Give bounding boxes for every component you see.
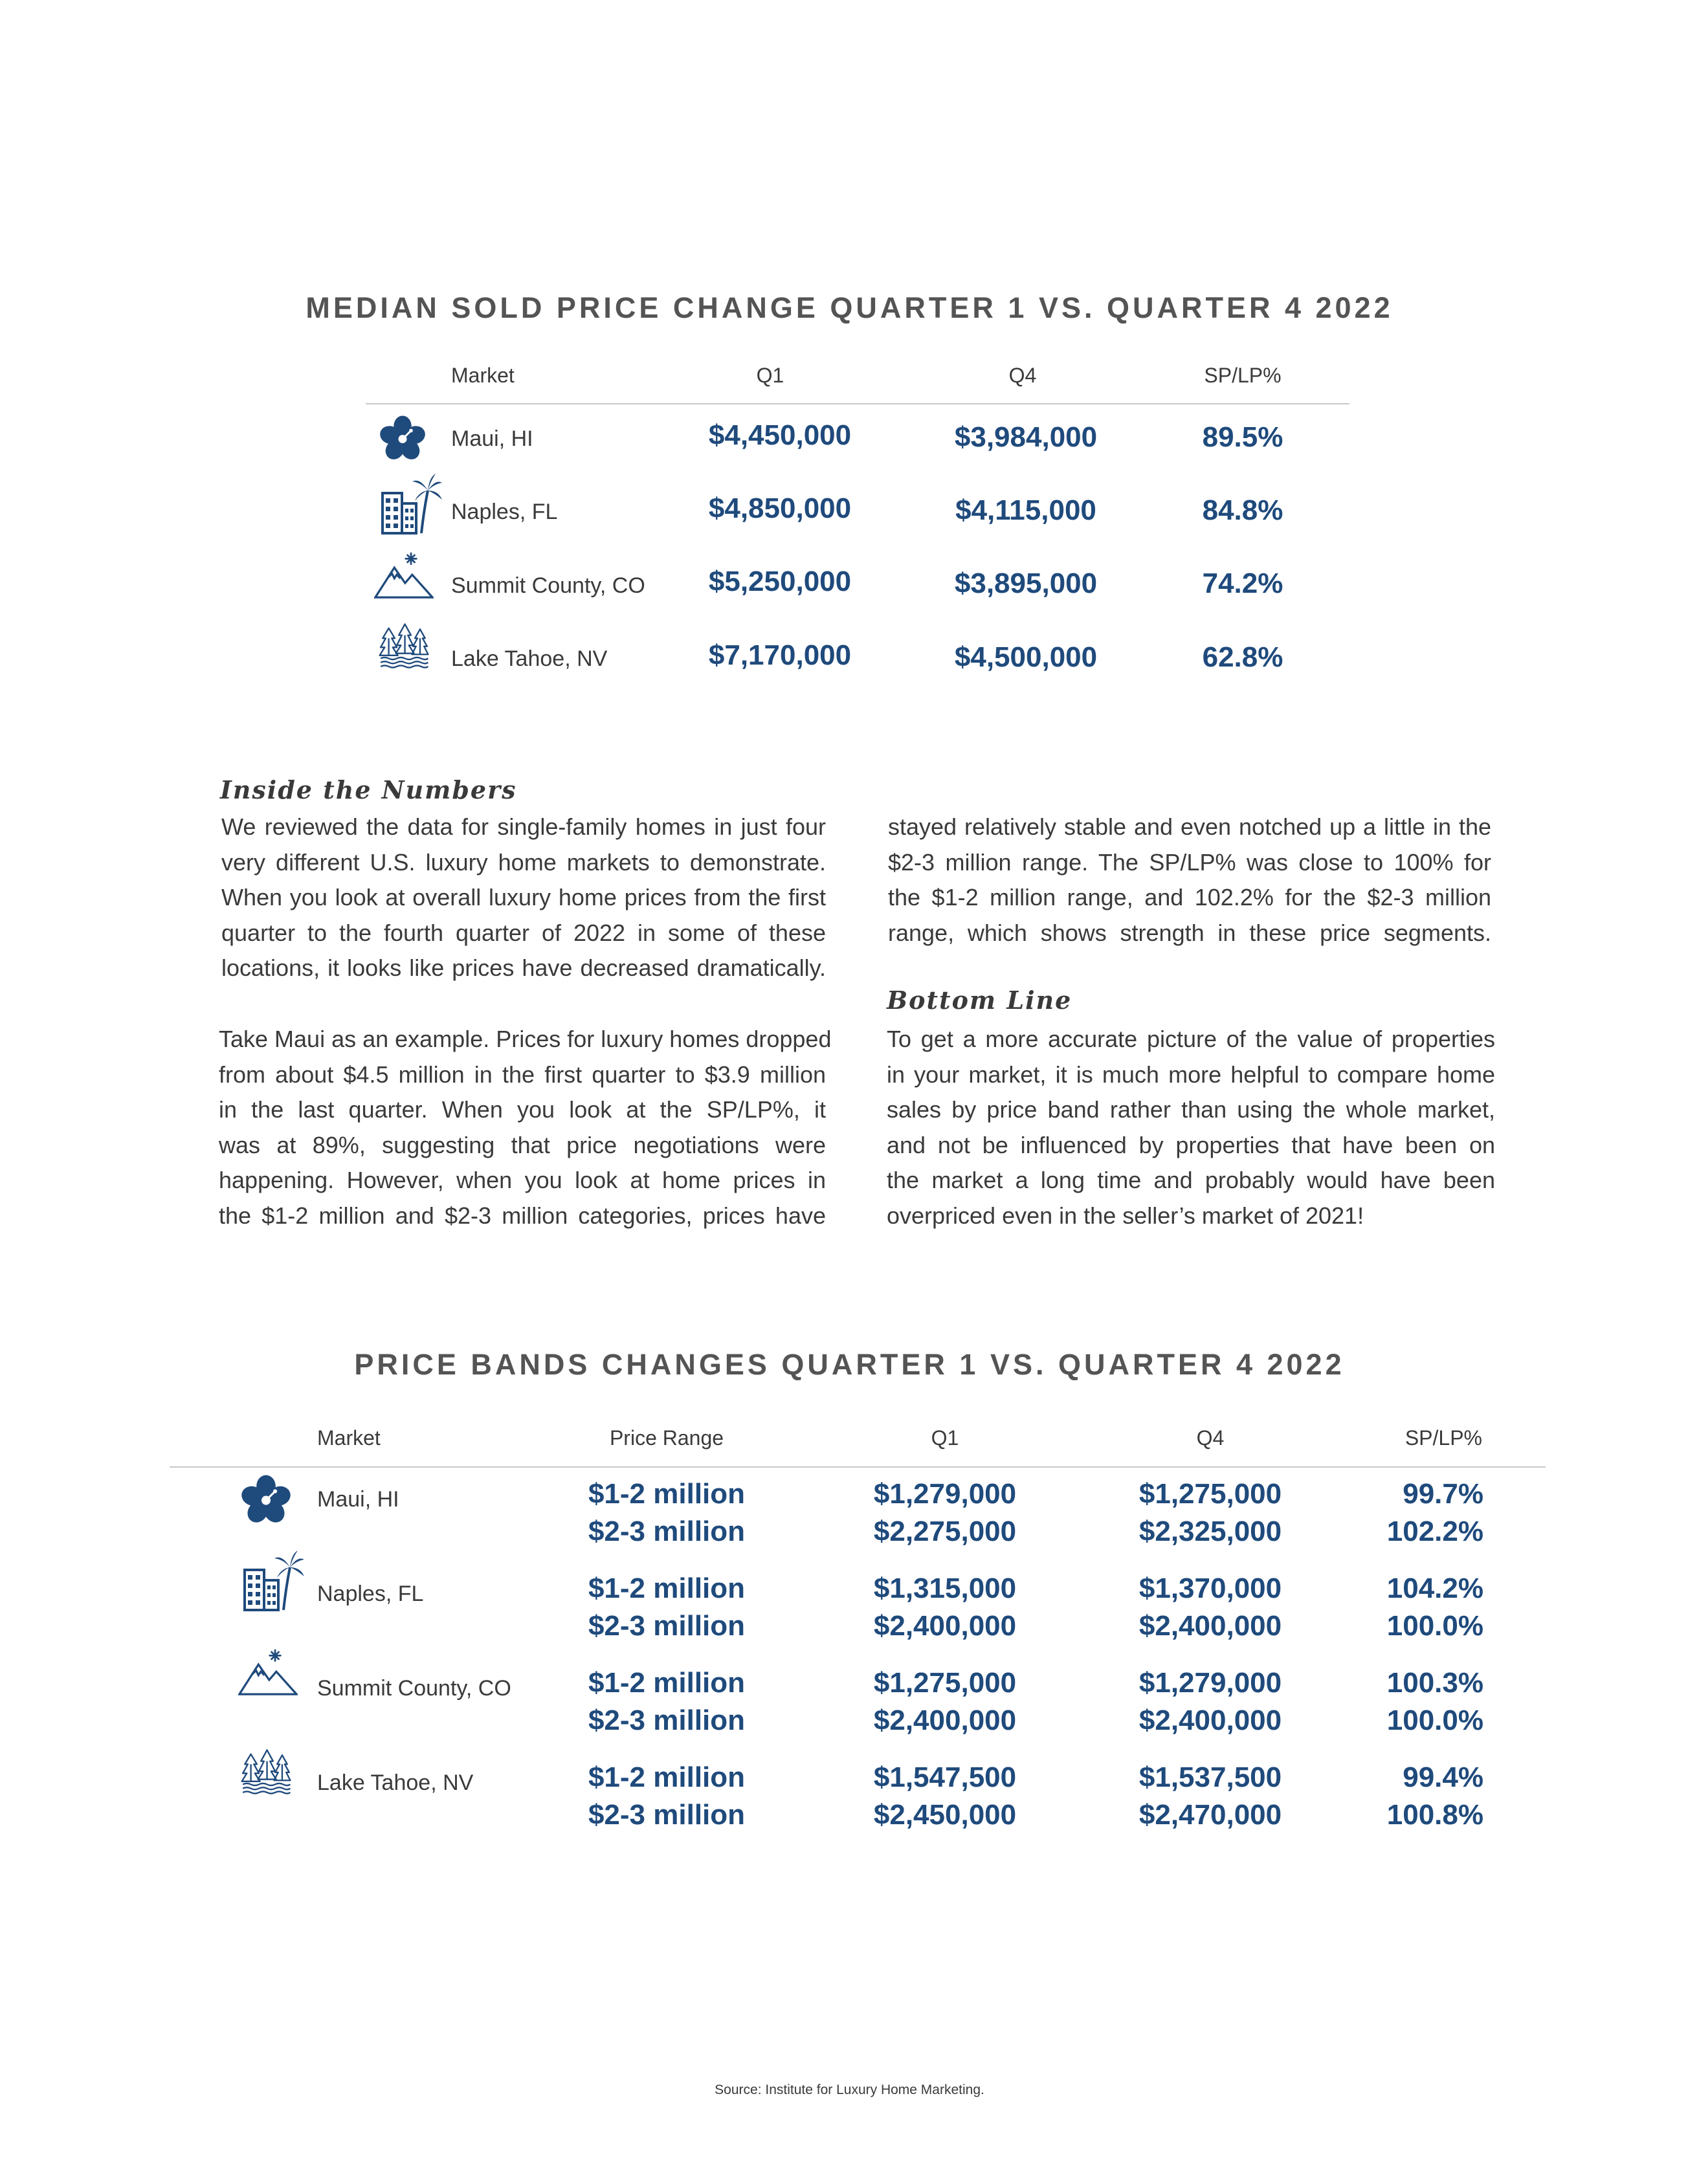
text-line: When you look at overall luxury home prices from the first bbox=[221, 884, 826, 910]
table2-splp: 100.0% bbox=[1386, 1704, 1483, 1736]
table1-market: Naples, FL bbox=[451, 500, 558, 524]
table2-q4: $1,537,500 bbox=[1138, 1761, 1282, 1793]
table1-splp: 89.5% bbox=[1202, 421, 1283, 453]
table1-q4: $4,500,000 bbox=[954, 641, 1098, 673]
table1-market: Maui, HI bbox=[451, 426, 533, 451]
table2-market: Maui, HI bbox=[317, 1487, 399, 1512]
table2-q4: $1,370,000 bbox=[1138, 1572, 1282, 1604]
table2-title: PRICE BANDS CHANGES QUARTER 1 VS. QUARTER 4 2022 bbox=[354, 1348, 1345, 1381]
table1-header-market: Market bbox=[451, 364, 515, 387]
text-line: in the last quarter. When you look at the SP/LP%, it bbox=[219, 1096, 826, 1123]
table1-splp: 62.8% bbox=[1202, 641, 1283, 673]
mountain-snow-icon bbox=[238, 1649, 298, 1697]
table2-splp: 99.7% bbox=[1403, 1478, 1483, 1510]
article-left-paragraph-2 bbox=[219, 1022, 832, 1233]
table2-splp: 99.4% bbox=[1403, 1761, 1483, 1793]
table2-q1: $1,279,000 bbox=[873, 1478, 1017, 1510]
text-line: from about $4.5 million in the first quarter to $3.9 million bbox=[219, 1061, 826, 1088]
text-line: To get a more accurate picture of the value of properties bbox=[887, 1026, 1495, 1052]
table1-header-rule bbox=[366, 403, 1349, 404]
bottom-line-heading: Bottom Line bbox=[887, 986, 1072, 1015]
text-line: happening. However, when you look at home prices in bbox=[219, 1167, 826, 1193]
table2-q1: $2,275,000 bbox=[873, 1516, 1017, 1547]
buildings-palm-icon bbox=[379, 471, 443, 536]
table2-range: $1-2 million bbox=[588, 1572, 746, 1604]
table2-splp: 100.3% bbox=[1386, 1667, 1483, 1699]
table1-q4: $3,895,000 bbox=[954, 568, 1098, 599]
table1-splp: 84.8% bbox=[1202, 494, 1283, 526]
text-line: the $1-2 million range, and 102.2% for the $2-3 million bbox=[888, 884, 1491, 910]
table2-header-range: Price Range bbox=[609, 1426, 724, 1450]
table2-q4: $1,275,000 bbox=[1138, 1478, 1282, 1510]
table2-range: $2-3 million bbox=[588, 1799, 746, 1831]
text-line: in your market, it is much more helpful to compare home bbox=[887, 1061, 1495, 1088]
text-line: quarter to the fourth quarter of 2022 in some of these bbox=[221, 919, 826, 946]
table1-market: Summit County, CO bbox=[451, 573, 645, 598]
table1-header-q4: Q4 bbox=[1008, 364, 1037, 387]
hibiscus-icon bbox=[379, 415, 426, 461]
table2-q1: $2,400,000 bbox=[873, 1610, 1017, 1642]
text-line: was at 89%, suggesting that price negotiations were bbox=[219, 1131, 826, 1158]
text-line: Take Maui as an example. Prices for luxury homes dropped bbox=[219, 1026, 832, 1052]
table2-q1: $1,275,000 bbox=[873, 1667, 1017, 1699]
text-line: locations, it looks like prices have decreased dramatically. bbox=[221, 954, 826, 981]
table2-splp: 102.2% bbox=[1386, 1516, 1483, 1547]
table1-market: Lake Tahoe, NV bbox=[451, 646, 608, 671]
pine-trees-lake-icon bbox=[241, 1748, 291, 1795]
table2-header-splp: SP/LP% bbox=[1405, 1426, 1482, 1450]
table2-header-q4: Q4 bbox=[1196, 1426, 1225, 1450]
text-line: the market a long time and probably would have been bbox=[887, 1167, 1495, 1193]
mountain-snow-icon bbox=[374, 552, 434, 600]
table2-range: $2-3 million bbox=[588, 1610, 746, 1642]
table2-market: Lake Tahoe, NV bbox=[317, 1770, 474, 1795]
table1-splp: 74.2% bbox=[1202, 568, 1283, 599]
table2-q4: $2,400,000 bbox=[1138, 1610, 1282, 1642]
table2-q4: $2,325,000 bbox=[1138, 1516, 1282, 1547]
table2-q1: $1,547,500 bbox=[873, 1761, 1017, 1793]
table2-q4: $2,470,000 bbox=[1138, 1799, 1282, 1831]
text-line: very different U.S. luxury home markets to demonstrate. bbox=[221, 848, 826, 876]
text-line: the $1-2 million and $2-3 million categories, prices have bbox=[219, 1202, 826, 1229]
table2-range: $2-3 million bbox=[588, 1516, 746, 1547]
table2-splp: 100.8% bbox=[1386, 1799, 1483, 1831]
text-line: $2-3 million range. The SP/LP% was close to 100% for bbox=[888, 848, 1491, 876]
table2-q1: $2,450,000 bbox=[873, 1799, 1017, 1831]
table1-header-splp: SP/LP% bbox=[1204, 364, 1282, 387]
hibiscus-icon bbox=[241, 1474, 291, 1525]
table2-splp: 100.0% bbox=[1386, 1610, 1483, 1642]
text-line: stayed relatively stable and even notched up a little in the bbox=[888, 813, 1491, 840]
table2-q4: $2,400,000 bbox=[1138, 1704, 1282, 1736]
table1-title: MEDIAN SOLD PRICE CHANGE QUARTER 1 VS. QUARTER 4 2022 bbox=[305, 291, 1394, 324]
buildings-palm-icon bbox=[241, 1548, 305, 1613]
text-line: We reviewed the data for single-family homes in just four bbox=[221, 813, 826, 840]
table1-q4: $4,115,000 bbox=[955, 494, 1096, 526]
table2-q1: $2,400,000 bbox=[873, 1704, 1017, 1736]
table2-range: $1-2 million bbox=[588, 1761, 746, 1793]
table2-header-market: Market bbox=[317, 1426, 381, 1450]
table2-q1: $1,315,000 bbox=[873, 1572, 1017, 1604]
table2-q4: $1,279,000 bbox=[1138, 1667, 1282, 1699]
text-line: sales by price band rather than using the whole market, bbox=[887, 1096, 1495, 1123]
table2-splp: 104.2% bbox=[1386, 1572, 1483, 1604]
inside-the-numbers-heading: Inside the Numbers bbox=[220, 775, 517, 804]
table2-range: $1-2 million bbox=[588, 1478, 746, 1510]
article-left-paragraph-1 bbox=[221, 810, 826, 986]
table2-header-q1: Q1 bbox=[931, 1426, 959, 1450]
table2-market: Naples, FL bbox=[317, 1582, 424, 1606]
table2-range: $1-2 million bbox=[588, 1667, 746, 1699]
source-note: Source: Institute for Luxury Home Marketing. bbox=[715, 2082, 984, 2097]
text-line: range, which shows strength in these price segments. bbox=[888, 919, 1491, 946]
article-right-paragraph-1 bbox=[888, 810, 1491, 951]
table2-range: $2-3 million bbox=[588, 1704, 746, 1736]
text-line: overpriced even in the seller’s market of 2021! bbox=[887, 1202, 1364, 1229]
table2-header-rule bbox=[170, 1466, 1546, 1468]
table1-header-q1: Q1 bbox=[756, 364, 784, 387]
table1-q1: $4,850,000 bbox=[708, 492, 852, 524]
text-line: and not be influenced by properties that have been on bbox=[887, 1131, 1495, 1158]
table1-q1: $5,250,000 bbox=[708, 566, 852, 597]
table1-q1: $4,450,000 bbox=[708, 419, 852, 451]
article-right-paragraph-2 bbox=[887, 1022, 1495, 1233]
pine-trees-lake-icon bbox=[379, 623, 429, 669]
table1-q1: $7,170,000 bbox=[708, 639, 852, 671]
table1-q4: $3,984,000 bbox=[954, 421, 1098, 453]
table2-market: Summit County, CO bbox=[317, 1676, 511, 1701]
